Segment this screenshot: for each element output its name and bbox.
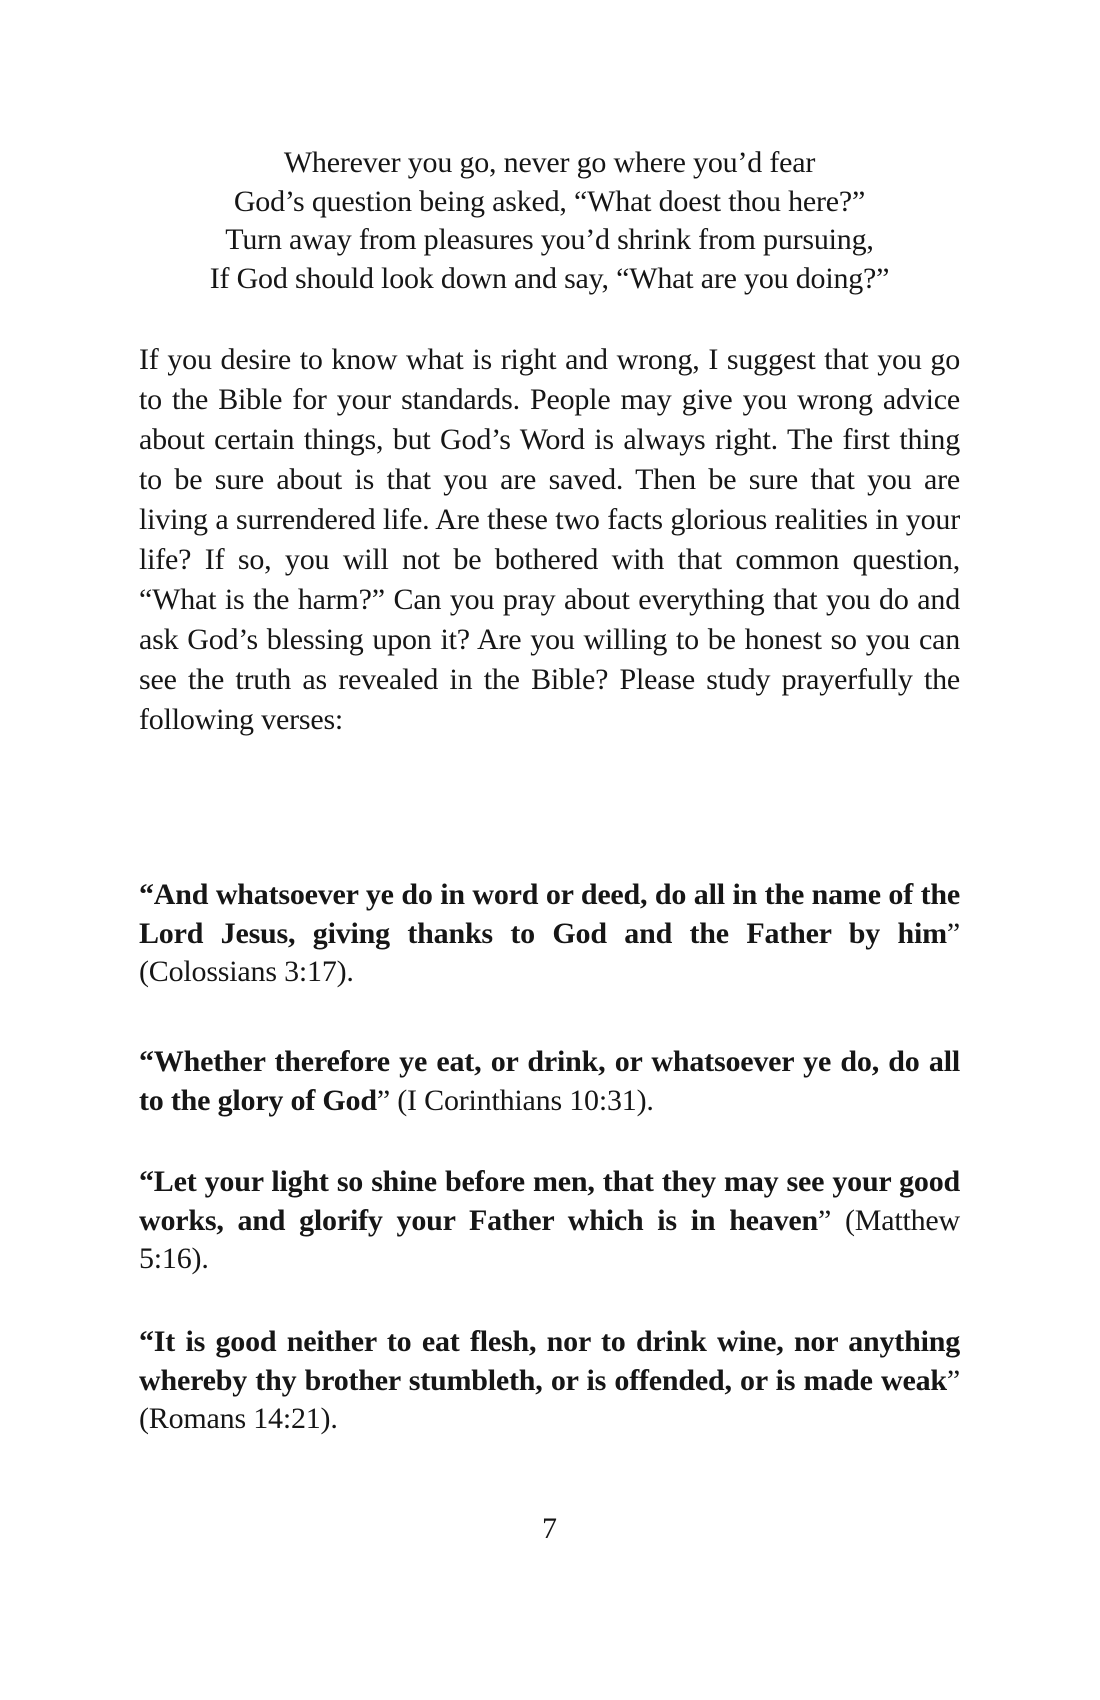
- poem-line: Turn away from pleasures you’d shrink from pursuing,: [225, 223, 874, 256]
- scripture-quote-romans-14-21: [139, 1323, 960, 1439]
- body-paragraph: If you desire to know what is right and wrong, I suggest that you go to the Bible for your standards. People may give you wrong advice about certain things, but God’s Word is always right. The first thing to be sure about is that you are saved. Then be sure that you are living a surrendered life. Are these two facts glorious realities in your life? If so, you will not be bothered with that common question, “What is the harm?” Can you pray about everything that you do and ask God’s blessing upon it? Are you willing to be honest so you can see the truth as revealed in the Bible? Please study prayerfully the following verses:: [139, 343, 960, 736]
- quote-text: “Whether therefore ye eat, or drink, or whatsoever ye do, do all to the glory of God: [139, 1045, 960, 1117]
- scripture-quote-matthew-5-16: [139, 1163, 960, 1279]
- poem-line: If God should look down and say, “What are you doing?”: [209, 261, 890, 295]
- quote-reference: ” (Matthew 5:16).: [139, 1203, 960, 1275]
- quote-reference: ” (Romans 14:21).: [139, 1363, 960, 1435]
- scripture-quote-1-corinthians-10-31: [139, 1043, 960, 1120]
- quote-text: “It is good neither to eat flesh, nor to drink wine, nor anything whereby thy brother stumbleth, or is offended, or is made weak: [139, 1325, 960, 1397]
- quote-reference: ” (Colossians 3:17).: [139, 916, 960, 988]
- quote-text: “Let your light so shine before men, that they may see your good works, and glorify your Father which is in heaven: [139, 1165, 960, 1237]
- page-number: 7: [542, 1512, 557, 1545]
- quote-text: “And whatsoever ye do in word or deed, do all in the name of the Lord Jesus, giving thanks to God and the Father by him: [139, 878, 960, 950]
- poem-line: God’s question being asked, “What doest thou here?”: [233, 184, 866, 218]
- quote-reference: ” (I Corinthians 10:31).: [376, 1083, 654, 1117]
- scripture-quote-colossians-3-17: [139, 876, 960, 992]
- poem: [139, 144, 960, 298]
- poem-line: Wherever you go, never go where you’d fear: [283, 146, 816, 179]
